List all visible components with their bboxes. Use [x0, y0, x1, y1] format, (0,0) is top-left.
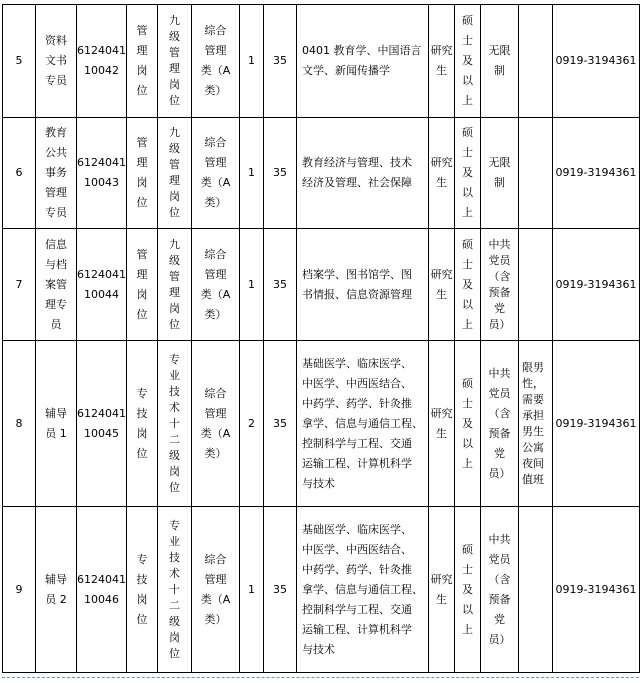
hiring-count: 1	[240, 229, 264, 341]
position-name: 资料 文书 专员	[36, 5, 77, 118]
row-number: 8	[3, 341, 36, 507]
row-number: 9	[3, 507, 36, 673]
exam-category: 综合 管理 类（A 类）	[192, 229, 240, 341]
position-code: 6124041 10045	[77, 341, 127, 507]
contact-phone: 0919-3194361	[553, 341, 640, 507]
major-requirement: 0401 教育学、中国语言 文学、新闻传播学	[297, 5, 429, 118]
position-level: 九 级 管 理 岗 位	[158, 5, 192, 118]
position-category: 管 理 岗 位	[127, 118, 158, 229]
education-requirement: 研究 生	[429, 341, 455, 507]
table-row	[3, 341, 640, 507]
position-category: 管 理 岗 位	[127, 229, 158, 341]
education-requirement: 研究 生	[429, 507, 455, 673]
major-requirement: 档案学、图书馆学、图 书情报、信息资源管理	[297, 229, 429, 341]
table-row	[3, 229, 640, 341]
position-name: 教育 公共 事务 管理 专员	[36, 118, 77, 229]
job-positions-table	[2, 4, 640, 673]
degree-requirement: 硕 士 及 以 上	[455, 118, 481, 229]
table-row	[3, 118, 640, 229]
hiring-count: 1	[240, 118, 264, 229]
hiring-count: 1	[240, 507, 264, 673]
major-requirement: 教育经济与管理、技术 经济及管理、社会保障	[297, 118, 429, 229]
position-code: 6124041 10044	[77, 229, 127, 341]
degree-requirement: 硕 士 及 以 上	[455, 229, 481, 341]
political-requirement: 中共 党员 （含 预备 党 员）	[481, 507, 519, 673]
table-row	[3, 5, 640, 118]
major-requirement: 基础医学、临床医学、 中医学、中西医结合、 中药学、药学、针灸推 拿学、信息与通信工程、 控制科学与工程、交通 运输工程、计算机科学 与技术	[297, 507, 429, 673]
position-category: 管 理 岗 位	[127, 5, 158, 118]
position-code: 6124041 10042	[77, 5, 127, 118]
exam-category: 综合 管理 类（A 类）	[192, 118, 240, 229]
age-limit: 35	[264, 341, 297, 507]
other-requirement	[519, 118, 553, 229]
exam-category: 综合 管理 类（A 类）	[192, 341, 240, 507]
position-level: 专 业 技 术 十 二 级 岗 位	[158, 507, 192, 673]
position-category: 专 技 岗 位	[127, 341, 158, 507]
contact-phone: 0919-3194361	[553, 507, 640, 673]
major-requirement: 基础医学、临床医学、 中医学、中西医结合、 中药学、药学、针灸推 拿学、信息与通信工程、 控制科学与工程、交通 运输工程、计算机科学 与技术	[297, 341, 429, 507]
other-requirement	[519, 229, 553, 341]
position-name: 辅导 员 1	[36, 341, 77, 507]
position-name: 信息 与档 案管 理专 员	[36, 229, 77, 341]
contact-phone: 0919-3194361	[553, 118, 640, 229]
political-requirement: 中共 党员 （含 预备 党 员）	[481, 229, 519, 341]
row-number: 7	[3, 229, 36, 341]
row-number: 5	[3, 5, 36, 118]
contact-phone: 0919-3194361	[553, 5, 640, 118]
degree-requirement: 硕 士 及 以 上	[455, 507, 481, 673]
age-limit: 35	[264, 229, 297, 341]
table-row	[3, 507, 640, 673]
political-requirement: 无限 制	[481, 5, 519, 118]
exam-category: 综合 管理 类（A 类）	[192, 507, 240, 673]
education-requirement: 研究 生	[429, 229, 455, 341]
row-number: 6	[3, 118, 36, 229]
position-level: 九 级 管 理 岗 位	[158, 229, 192, 341]
position-code: 6124041 10043	[77, 118, 127, 229]
position-level: 九 级 管 理 岗 位	[158, 118, 192, 229]
position-category: 专 技 岗 位	[127, 507, 158, 673]
age-limit: 35	[264, 5, 297, 118]
job-table-page	[2, 4, 640, 673]
position-code: 6124041 10046	[77, 507, 127, 673]
other-requirement	[519, 507, 553, 673]
position-name: 辅导 员 2	[36, 507, 77, 673]
hiring-count: 2	[240, 341, 264, 507]
education-requirement: 研究 生	[429, 5, 455, 118]
other-requirement	[519, 5, 553, 118]
age-limit: 35	[264, 118, 297, 229]
contact-phone: 0919-3194361	[553, 229, 640, 341]
other-requirement: 限男 性， 需要 承担 男生 公寓 夜间 值班	[519, 341, 553, 507]
exam-category: 综合 管理 类（A 类）	[192, 5, 240, 118]
education-requirement: 研究 生	[429, 118, 455, 229]
page-bottom-divider	[2, 677, 639, 678]
degree-requirement: 硕 士 及 以 上	[455, 341, 481, 507]
age-limit: 35	[264, 507, 297, 673]
political-requirement: 无限 制	[481, 118, 519, 229]
political-requirement: 中共 党员 （含 预备 党 员）	[481, 341, 519, 507]
hiring-count: 1	[240, 5, 264, 118]
degree-requirement: 硕 士 及 以 上	[455, 5, 481, 118]
position-level: 专 业 技 术 十 二 级 岗 位	[158, 341, 192, 507]
